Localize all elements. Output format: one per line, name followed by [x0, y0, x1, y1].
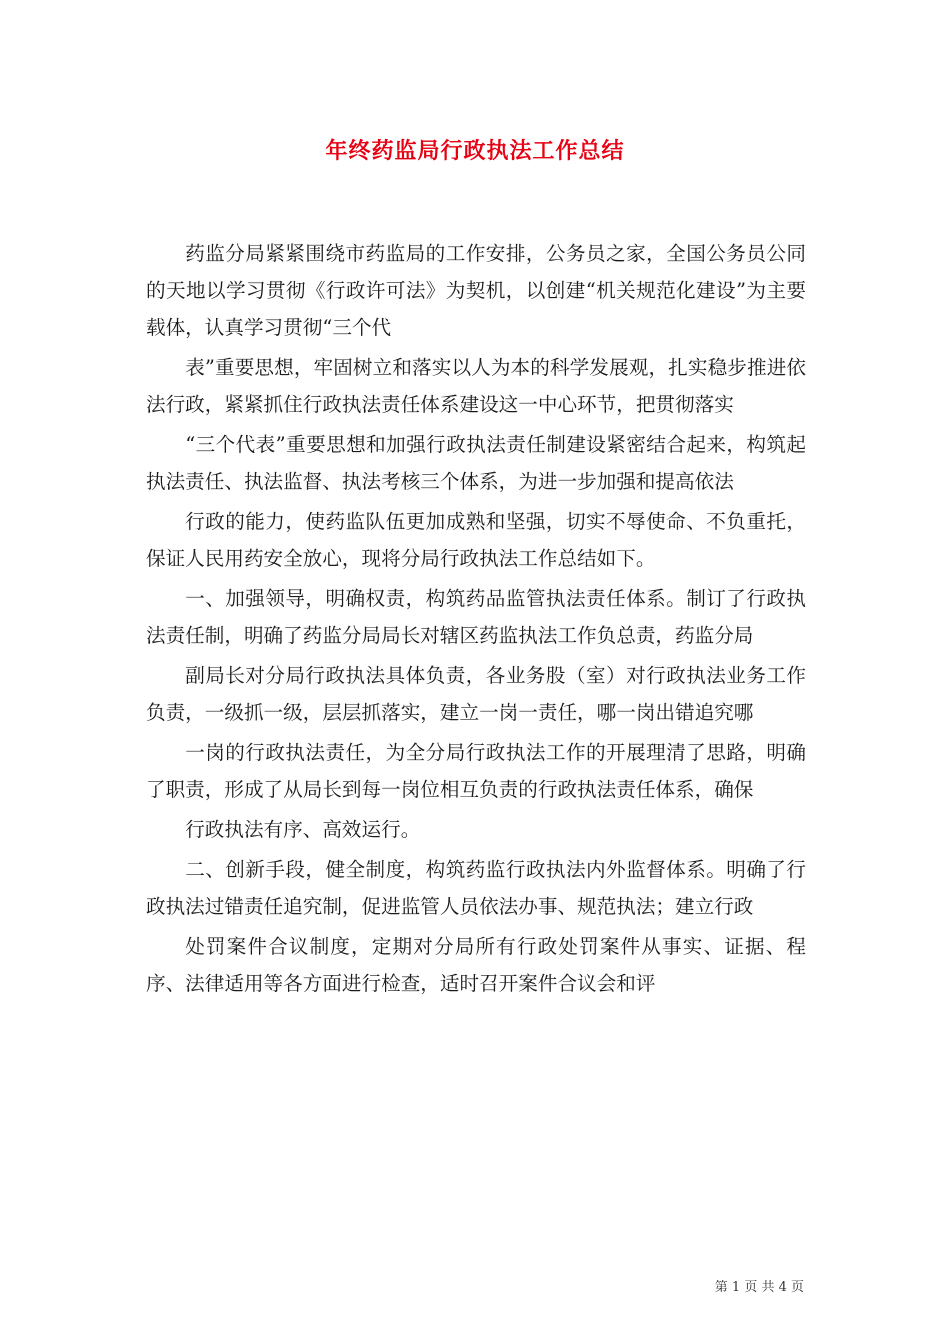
document-body [146, 235, 806, 1005]
paragraph: 二、创新手段，健全制度，构筑药监行政执法内外监督体系。明确了行政执法过错责任追究制，促进监管人员依法办事、规范执法；建立行政 [146, 858, 806, 918]
page-number: 第 1 页 共 4 页 [714, 1280, 804, 1295]
paragraph: 药监分局紧紧围绕市药监局的工作安排，公务员之家，全国公务员公同的天地以学习贯彻《行政许可法》为契机，以创建“机关规范化建设”为主要载体，认真学习贯彻“三个代 [146, 242, 806, 339]
document-title: 年终药监局行政执法工作总结 [325, 138, 625, 164]
paragraph: 行政的能力，使药监队伍更加成熟和坚强，切实不辱使命、不负重托，保证人民用药安全放心，现将分局行政执法工作总结如下。 [146, 510, 806, 570]
paragraph: 一、加强领导，明确权责，构筑药品监管执法责任体系。制订了行政执法责任制，明确了药监分局局长对辖区药监执法工作负总责，药监分局 [146, 587, 806, 647]
paragraph: 行政执法有序、高效运行。 [185, 818, 421, 841]
paragraph: 副局长对分局行政执法具体负责，各业务股（室）对行政执法业务工作负责，一级抓一级，层层抓落实，建立一岗一责任，哪一岗出错追究哪 [146, 664, 806, 724]
paragraph: 处罚案件合议制度，定期对分局所有行政处罚案件从事实、证据、程序、法律适用等各方面进行检查，适时召开案件合议会和评 [146, 935, 806, 995]
paragraph: 表”重要思想，牢固树立和落实以人为本的科学发展观，扎实稳步推进依法行政，紧紧抓住行政执法责任体系建设这一中心环节，把贯彻落实 [146, 356, 806, 416]
paragraph: 一岗的行政执法责任，为全分局行政执法工作的开展理清了思路，明确了职责，形成了从局长到每一岗位相互负责的行政执法责任体系，确保 [146, 741, 806, 801]
paragraph: “三个代表”重要思想和加强行政执法责任制建设紧密结合起来，构筑起执法责任、执法监督、执法考核三个体系，为进一步加强和提高依法 [146, 433, 806, 493]
